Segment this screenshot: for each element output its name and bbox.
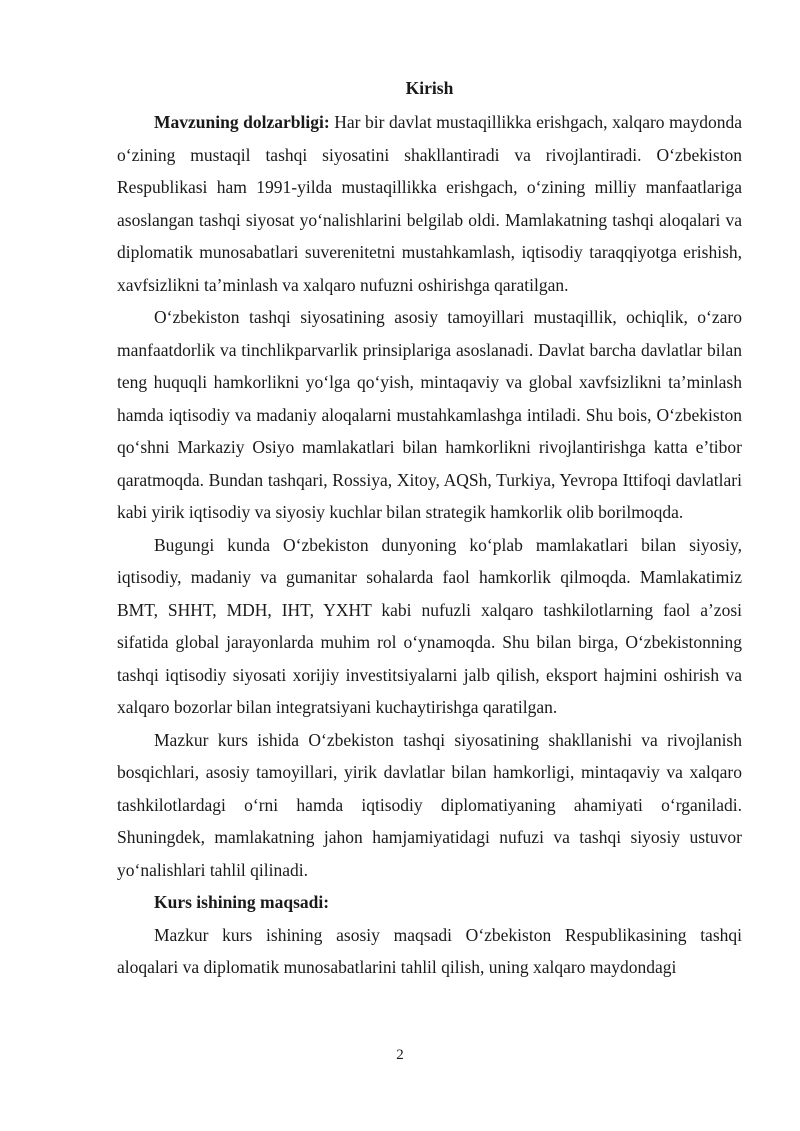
paragraph-course-scope: Mazkur kurs ishida O‘zbekiston tashqi siyosatining shakllanishi va rivojlanish bosqichlari, asosiy tamoyillari, yirik davlatlar bilan hamkorligi, mintaqaviy va xalqaro tashkilotlardagi o‘rni hamda iqtisodiy diplomatiyaning ahamiyati o‘rganiladi. Shuningdek, mamlakatning jahon hamjamiyatidagi nufuzi va tashqi siyosiy ustuvor yo‘nalishlari tahlil qilinadi.	[117, 729, 742, 880]
paragraph-relevance	[117, 106, 742, 301]
page-number: 2	[396, 1047, 404, 1063]
relevance-heading: Mavzuning dolzarbligi:	[154, 112, 330, 132]
relevance-text: Har bir davlat mustaqillikka erishgach, xalqaro maydonda o‘zining mustaqil tashqi siyosatini shakllantiradi va rivojlantiradi. O‘zbekiston Respublikasi ham 1991-yilda mustaqillikka erishgach, o‘zining milliy manfaatlariga asoslangan tashqi siyosat yo‘nalishlarini belgilab oldi. Mamlakatning tashqi aloqalari va diplomatik munosabatlari suverenitetni mustahkamlash, iqtisodiy taraqqiyotga erishish, xavfsizlikni ta’minlash va xalqaro nufuzni oshirishga qaratilgan.	[117, 112, 742, 295]
paragraph-goal: Mazkur kurs ishining asosiy maqsadi O‘zbekiston Respublikasining tashqi aloqalari va diplomatik munosabatlarini tahlil qilish, uning xalqaro maydondagi	[117, 924, 742, 977]
section-heading-goal: Kurs ishining maqsadi:	[154, 892, 330, 912]
document-page	[117, 75, 742, 984]
document-title: Kirish	[405, 78, 454, 98]
paragraph-cooperation: Bugungi kunda O‘zbekiston dunyoning ko‘plab mamlakatlari bilan siyosiy, iqtisodiy, madaniy va gumanitar sohalarda faol hamkorlik qilmoqda. Mamlakatimiz BMT, SHHT, MDH, IHT, YXHT kabi nufuzli xalqaro tashkilotlarning faol a’zosi sifatida global jarayonlarda muhim rol o‘ynamoqda. Shu bilan birga, O‘zbekistonning tashqi iqtisodiy siyosati xorijiy investitsiyalarni jalb qilish, eksport hajmini oshirish va xalqaro bozorlar bilan integratsiyani kuchaytirishga qaratilgan.	[117, 534, 742, 717]
paragraph-principles: O‘zbekiston tashqi siyosatining asosiy tamoyillari mustaqillik, ochiqlik, o‘zaro manfaatdorlik va tinchlikparvarlik prinsiplariga asoslanadi. Davlat barcha davlatlar bilan teng huquqli hamkorlikni yo‘lga qo‘yish, mintaqaviy va global xavfsizlikni ta’minlash hamda iqtisodiy va madaniy aloqalarni mustahkamlashga intiladi. Shu bois, O‘zbekiston qo‘shni Markaziy Osiyo mamlakatlari bilan hamkorlikni rivojlantirishga katta e’tibor qaratmoqda. Bundan tashqari, Rossiya, Xitoy, AQSh, Turkiya, Yevropa Ittifoqi davlatlari kabi yirik iqtisodiy va siyosiy kuchlar bilan strategik hamkorlik olib borilmoqda.	[117, 307, 742, 522]
